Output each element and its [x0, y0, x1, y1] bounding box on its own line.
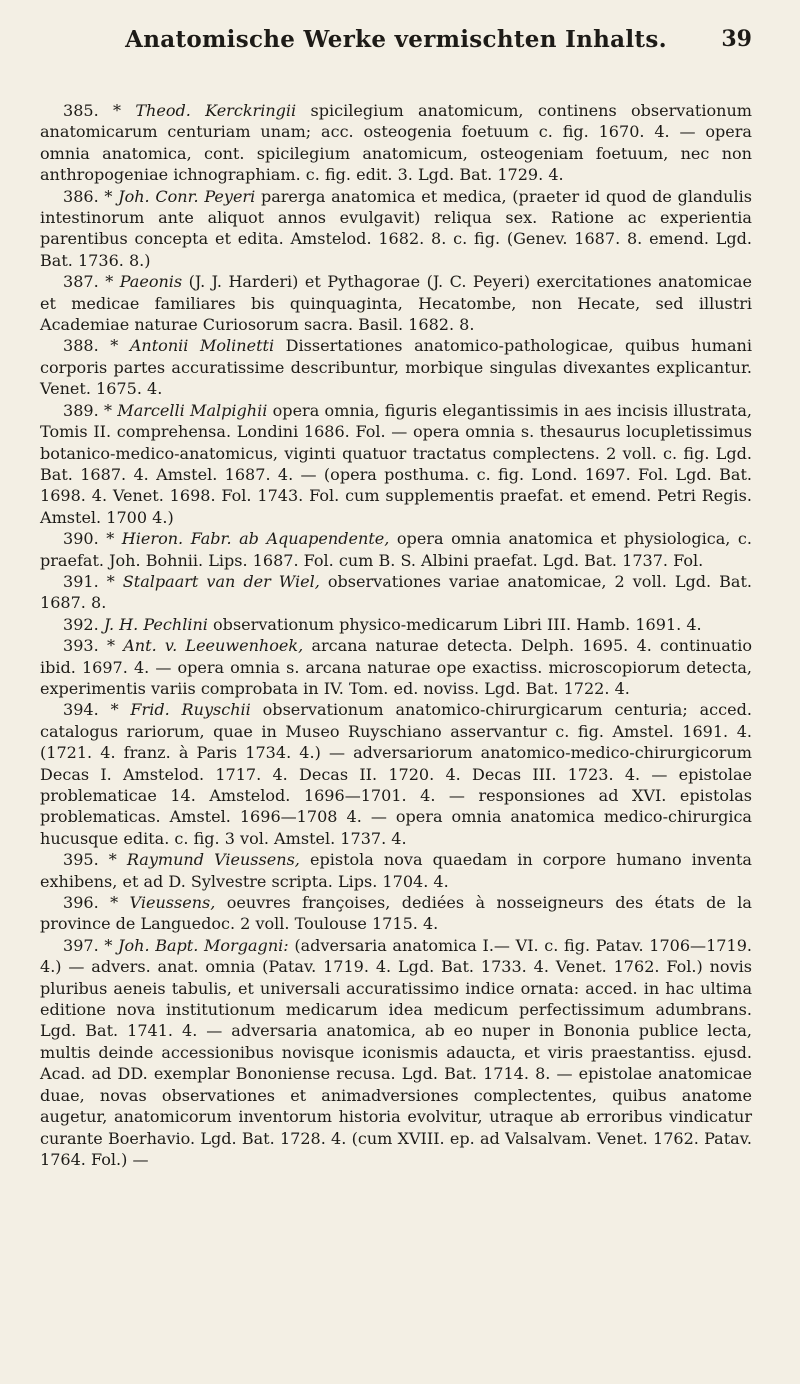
- entry-author: J. H. Pechlini: [103, 614, 208, 634]
- entry-number: 385.: [63, 101, 99, 120]
- entry-text: opera omnia, figuris elegantissimis in aes incisis illustrata, Tomis II. comprehensa. Londini 1686. Fol. — opera omnia s. thesaurus locupletissimus botanico-medico-anatomicus, viginti quatuor tractatus complectens. 2 voll. c. fig. Lgd. Bat. 1687. 4. Amstel. 1687. 4. — (opera posthuma. c. fig. Lond. 1697. Fol. Lgd. Bat. 1698. 4. Venet. 1698. Fol. 1743. Fol. cum supplementis praefat. et emend. Petri Regis. Amstel. 1700 4.): [40, 400, 752, 527]
- entry-number: 388.: [63, 336, 99, 356]
- entry-text: epistola nova quaedam in corpore humano inventa exhibens, et ad D. Sylvestre scripta. Lips. 1704. 4.: [40, 850, 752, 891]
- entry-number: 386.: [63, 186, 99, 206]
- entry-number: 394.: [63, 700, 99, 720]
- entry-author: * Joh. Conr. Peyeri: [104, 186, 256, 206]
- entry-author: * Ant. v. Leeuwenhoek,: [106, 636, 304, 656]
- bibliography-body: [40, 100, 752, 1170]
- entry-number: 396.: [63, 893, 99, 913]
- bibliography-entry: [40, 892, 752, 935]
- bibliography-entry: [40, 186, 752, 272]
- entry-author: * Hieron. Fabr. ab Aquapendente,: [106, 529, 390, 549]
- entry-number: 392.: [63, 614, 99, 634]
- bibliography-entry: [40, 614, 752, 635]
- entry-author: * Marcelli Malpighii: [103, 400, 268, 420]
- bibliography-entry: [40, 335, 752, 399]
- bibliography-entry: [40, 100, 752, 186]
- entry-text: observationum physico-medicarum Libri III. Hamb. 1691. 4.: [213, 614, 702, 634]
- entry-author: * Raymund Vieussens,: [108, 850, 300, 870]
- entry-author: * Joh. Bapt. Morgagni:: [104, 935, 289, 955]
- bibliography-entry: [40, 271, 752, 335]
- entry-author: * Stalpaart van der Wiel,: [106, 571, 320, 591]
- page-number: 39: [721, 26, 752, 52]
- bibliography-entry: [40, 635, 752, 699]
- entry-number: 389.: [63, 400, 99, 420]
- entry-number: 387.: [63, 272, 99, 292]
- entry-text: arcana naturae detecta. Delph. 1695. 4. continuatio ibid. 1697. 4. — opera omnia s. arcana naturae ope exactiss. microscopiorum detecta, experimentis variis comprobata in IV. Tom. ed. noviss. Lgd. Bat. 1722. 4.: [40, 636, 753, 698]
- entry-number: 393.: [63, 636, 99, 656]
- bibliography-entry: [40, 400, 752, 528]
- entry-text: observationum anatomico-chirurgicarum centuria; acced. catalogus rariorum, quae in Museo Ruyschiano asservantur c. fig. Amstel. 1691. 4. (1721. 4. franz. à Paris 1734. 4.) — adversariorum anatomico-medico-chirurgicorum Decas I. Amstelod. 1717. 4. Decas II. 1720. 4. Decas III. 1723. 4. — epistolae problematicae 14. Amstelod. 1696—1701. 4. — responsiones ad XVI. epistolas problematicas. Amstel. 1696—1708 4. — opera omnia anatomica medico-chirurgica hucusque edita. c. fig. 3 vol. Amstel. 1737. 4.: [40, 700, 752, 848]
- entry-number: 397.: [63, 935, 99, 955]
- entry-number: 390.: [63, 529, 99, 549]
- entry-text: (adversaria anatomica I.— VI. c. fig. Patav. 1706—1719. 4.) — advers. anat. omnia (Patav. 1719. 4. Lgd. Bat. 1733. 4. Venet. 1762. Fol.) novis pluribus aeneis tabulis, et universali accuratissimo indice ornata: acced. in hac ultima editione nova institutionum medicarum idea medicum perfectissimum adumbrans. Lgd. Bat. 1741. 4. — adversaria anatomica, ab eo nuper in Bononia publice lecta, multis deinde accessionibus novisque iconismis adaucta, et viris praestantiss. ejusd. Acad. ad DD. exemplar Bononiense recusa. Lgd. Bat. 1714. 8. — epistolae anatomicae duae, novas observationes et animadversiones complectentes, quibus anatome augetur, anatomicorum inventorum historia evolvitur, utraque ab erroribus vindicatur curante Boerhavio. Lgd. Bat. 1728. 4. (cum XVIII. ep. ad Valsalvam. Venet. 1762. Patav. 1764. Fol.) —: [40, 935, 752, 1169]
- entry-author: * Antonii Molinetti: [110, 336, 275, 356]
- entry-text: parerga anatomica et medica, (praeter id quod de glandulis intestinorum ante aliquot annos evulgavit) reliqua sex. Ratione ac experientia parentibus concepta et edita. Amstelod. 1682. 8. c. fig. (Genev. 1687. 8. emend. Lgd. Bat. 1736. 8.): [40, 186, 752, 270]
- entry-number: 391.: [63, 571, 99, 591]
- bibliography-entry: [40, 699, 752, 849]
- bibliography-entry: [40, 935, 752, 1170]
- entry-text: observationes variae anatomicae, 2 voll. Lgd. Bat. 1687. 8.: [40, 571, 752, 613]
- entry-author: * Vieussens,: [110, 893, 216, 913]
- entry-author: * Paeonis: [105, 272, 183, 292]
- entry-text: opera omnia anatomica et physiologica, c. praefat. Joh. Bohnii. Lips. 1687. Fol. cum B. S. Albini praefat. Lgd. Bat. 1737. Fol.: [40, 529, 752, 570]
- entry-number: 395.: [63, 850, 99, 870]
- bibliography-entry: [40, 849, 752, 892]
- entry-text: spicilegium anatomicum, continens observationum anatomicarum centuriam unam; acc. osteogenia foetuum c. fig. 1670. 4. — opera omnia anatomica, cont. spicilegium anatomicum, osteogeniam foetuum, nec non anthropogeniae ichnographiam. c. fig. edit. 3. Lgd. Bat. 1729. 4.: [40, 101, 752, 185]
- running-header: [40, 26, 752, 64]
- entry-text: oeuvres françoises, dediées à nosseigneurs des états de la province de Languedoc. 2 voll. Toulouse 1715. 4.: [40, 893, 752, 934]
- entry-author: * Theod. Kerckringii: [113, 101, 297, 120]
- entry-author: * Frid. Ruyschii: [110, 700, 251, 720]
- entry-text: (J. J. Harderi) et Pythagorae (J. C. Peyeri) exercitationes anatomicae et medicae familiares bis quinquaginta, Hecatombe, non Hecate, sed illustri Academiae naturae Curiosorum sacra. Basil. 1682. 8.: [40, 272, 752, 335]
- entry-text: Dissertationes anatomico-pathologicae, quibus humani corporis partes accuratissime describuntur, morbique singulas divexantes explicantur. Venet. 1675. 4.: [40, 336, 752, 399]
- bibliography-entry: [40, 528, 752, 571]
- running-title: Anatomische Werke vermischten Inhalts.: [125, 26, 667, 53]
- bibliography-entry: [40, 571, 752, 614]
